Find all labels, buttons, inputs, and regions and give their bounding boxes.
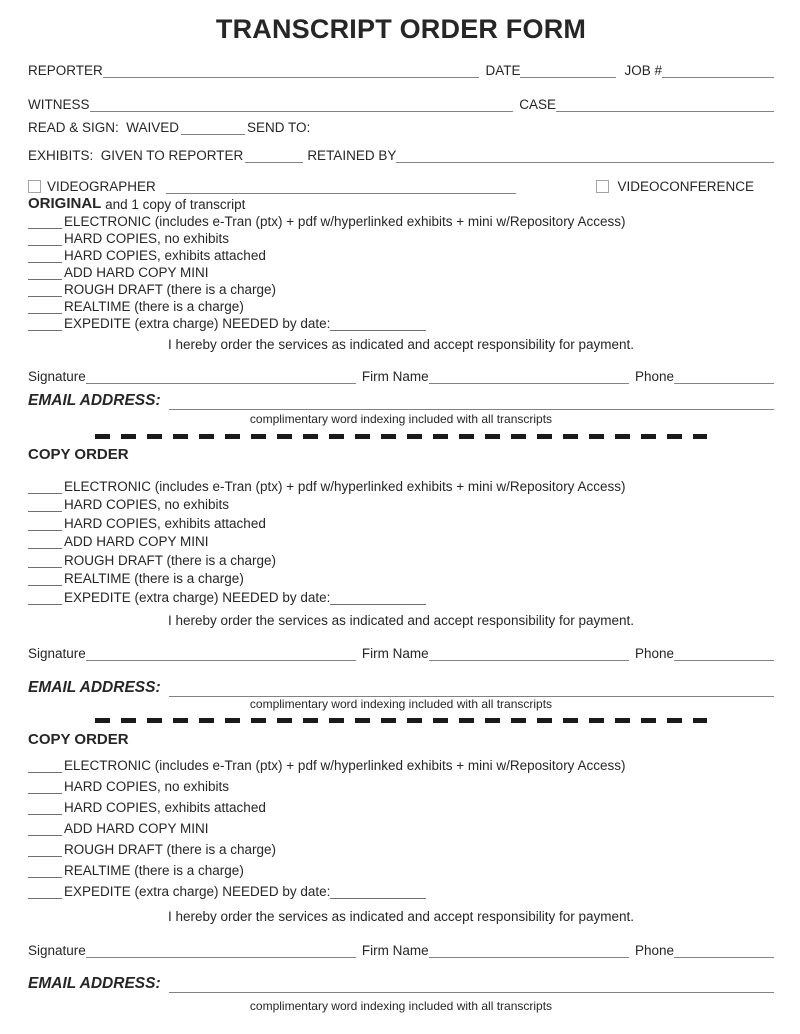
order-item-blank[interactable]	[28, 266, 62, 280]
order-item-label: EXPEDITE (extra charge) NEEDED by date:	[64, 883, 331, 899]
signature-row	[28, 941, 774, 958]
email-address-field[interactable]	[169, 682, 774, 697]
order-item-label: HARD COPIES, exhibits attached	[64, 799, 266, 815]
order-item-realtime	[28, 297, 774, 314]
videographer-checkbox[interactable]	[28, 180, 41, 193]
word-indexing-note: complimentary word indexing included with all transcripts	[249, 696, 553, 711]
case-field[interactable]	[556, 97, 774, 112]
order-item-label: HARD COPIES, no exhibits	[64, 231, 230, 246]
order-item-expedite	[28, 586, 774, 605]
email-address-field[interactable]	[169, 978, 774, 993]
witness-row	[28, 96, 774, 112]
videographer-label: VIDEOGRAPHER	[47, 179, 156, 194]
order-item-hard-copies-no-exhibits	[28, 229, 774, 246]
exhibits-row	[28, 147, 774, 163]
order-item-blank[interactable]	[28, 864, 62, 878]
email-row	[28, 678, 774, 697]
retained-by-label: RETAINED BY	[307, 148, 397, 163]
order-item-label: REALTIME (there is a charge)	[64, 299, 244, 314]
order-item-blank[interactable]	[28, 498, 62, 512]
firm-name-field[interactable]	[429, 369, 629, 384]
phone-field[interactable]	[674, 369, 774, 384]
date-field[interactable]	[520, 63, 616, 78]
order-item-label: ROUGH DRAFT (there is a charge)	[64, 282, 277, 297]
email-row	[28, 391, 774, 410]
job-number-label: JOB #	[624, 63, 662, 78]
retained-by-field[interactable]	[396, 148, 774, 163]
copy-order-section-2	[28, 731, 774, 1012]
dashed-divider	[95, 434, 707, 439]
order-item-label: ADD HARD COPY MINI	[64, 534, 209, 549]
order-item-blank[interactable]	[28, 759, 62, 773]
signature-label: Signature	[28, 369, 86, 384]
signature-row	[28, 644, 774, 661]
order-item-blank[interactable]	[28, 822, 62, 836]
order-item-label: ELECTRONIC (includes e-Tran (ptx) + pdf w/hyperlinked exhibits + mini w/Repository Access)	[64, 478, 626, 494]
section-heading-bold: COPY ORDER	[28, 446, 129, 463]
order-item-add-hard-copy-mini	[28, 815, 774, 836]
dashed-divider	[95, 718, 707, 723]
order-item-blank[interactable]	[28, 283, 62, 297]
reporter-field[interactable]	[103, 63, 480, 78]
witness-label: WITNESS	[28, 97, 90, 112]
section-heading-bold: COPY ORDER	[28, 730, 129, 748]
given-to-reporter-field[interactable]	[245, 148, 303, 163]
word-indexing-note: complimentary word indexing included with all transcripts	[249, 998, 553, 1013]
case-label: CASE	[519, 97, 556, 112]
order-item-blank[interactable]	[28, 554, 62, 568]
email-address-label: EMAIL ADDRESS:	[28, 678, 161, 696]
order-item-blank[interactable]	[28, 517, 62, 531]
order-item-label: EXPEDITE (extra charge) NEEDED by date:	[64, 589, 331, 605]
firm-name-field[interactable]	[429, 943, 629, 958]
email-row	[28, 974, 774, 993]
order-item-hard-copies-exhibits-attached	[28, 794, 774, 815]
expedite-date-field[interactable]	[330, 591, 426, 605]
order-item-expedite	[28, 314, 774, 331]
order-item-label: ELECTRONIC (includes e-Tran (ptx) + pdf w/hyperlinked exhibits + mini w/Repository Access)	[64, 214, 626, 229]
email-address-field[interactable]	[169, 395, 774, 410]
order-item-hard-copies-no-exhibits	[28, 494, 774, 513]
reporter-label: REPORTER	[28, 63, 103, 78]
order-item-blank[interactable]	[28, 572, 62, 586]
firm-name-field[interactable]	[429, 646, 629, 661]
signature-field[interactable]	[86, 369, 356, 384]
expedite-date-field[interactable]	[330, 317, 426, 331]
order-item-label: EXPEDITE (extra charge) NEEDED by date:	[64, 316, 331, 331]
section-heading	[28, 195, 774, 212]
page-title: TRANSCRIPT ORDER FORM	[215, 14, 587, 44]
signature-field[interactable]	[86, 943, 356, 958]
job-number-field[interactable]	[662, 63, 774, 78]
payment-affirmation: I hereby order the services as indicated and accept responsibility for payment.	[168, 908, 634, 924]
original-order-section	[28, 195, 774, 439]
order-item-add-hard-copy-mini	[28, 531, 774, 550]
order-item-electronic	[28, 752, 774, 773]
order-item-add-hard-copy-mini	[28, 263, 774, 280]
date-label: DATE	[485, 63, 521, 78]
word-indexing-note: complimentary word indexing included with all transcripts	[249, 412, 553, 426]
read-sign-row	[28, 119, 774, 135]
phone-label: Phone	[634, 942, 674, 958]
section-heading	[28, 446, 774, 463]
order-item-label: ELECTRONIC (includes e-Tran (ptx) + pdf w/hyperlinked exhibits + mini w/Repository Access)	[64, 757, 626, 773]
order-item-label: HARD COPIES, no exhibits	[64, 497, 230, 512]
order-item-label: ROUGH DRAFT (there is a charge)	[64, 841, 277, 857]
signature-field[interactable]	[86, 646, 356, 661]
order-item-expedite	[28, 878, 774, 899]
phone-label: Phone	[634, 645, 674, 661]
order-item-rough-draft	[28, 280, 774, 297]
order-item-label: ROUGH DRAFT (there is a charge)	[64, 552, 277, 568]
witness-field[interactable]	[90, 97, 514, 112]
order-item-hard-copies-exhibits-attached	[28, 512, 774, 531]
expedite-date-field[interactable]	[330, 885, 426, 899]
firm-name-label: Firm Name	[361, 369, 429, 384]
exhibits-label: EXHIBITS: GIVEN TO REPORTER	[28, 148, 244, 163]
signature-label: Signature	[28, 645, 86, 661]
order-item-electronic	[28, 212, 774, 229]
order-item-label: HARD COPIES, no exhibits	[64, 778, 230, 794]
firm-name-label: Firm Name	[361, 942, 429, 958]
order-item-blank[interactable]	[28, 215, 62, 229]
phone-field[interactable]	[674, 943, 774, 958]
order-item-label: ADD HARD COPY MINI	[64, 265, 209, 280]
order-item-blank[interactable]	[28, 885, 62, 899]
order-item-realtime	[28, 568, 774, 587]
order-item-label: REALTIME (there is a charge)	[64, 571, 244, 586]
videoconference-checkbox[interactable]	[596, 180, 609, 193]
order-item-blank[interactable]	[28, 480, 62, 494]
payment-affirmation: I hereby order the services as indicated and accept responsibility for payment.	[168, 337, 634, 352]
order-item-hard-copies-no-exhibits	[28, 773, 774, 794]
order-item-label: HARD COPIES, exhibits attached	[64, 515, 266, 531]
videographer-field[interactable]	[166, 179, 516, 194]
email-address-label: EMAIL ADDRESS:	[28, 392, 161, 409]
order-item-rough-draft	[28, 549, 774, 568]
section-heading-bold: ORIGINAL	[28, 195, 102, 212]
copy-order-section-1	[28, 446, 774, 723]
order-item-realtime	[28, 857, 774, 878]
email-address-label: EMAIL ADDRESS:	[28, 974, 161, 992]
phone-label: Phone	[634, 369, 674, 384]
payment-affirmation: I hereby order the services as indicated and accept responsibility for payment.	[168, 612, 634, 628]
section-heading	[28, 731, 774, 748]
order-item-blank[interactable]	[28, 843, 62, 857]
signature-row	[28, 367, 774, 384]
order-item-label: HARD COPIES, exhibits attached	[64, 248, 266, 263]
firm-name-label: Firm Name	[361, 645, 429, 661]
order-item-blank[interactable]	[28, 317, 62, 331]
section-heading-rest: and 1 copy of transcript	[101, 197, 246, 212]
order-item-blank[interactable]	[28, 249, 62, 263]
order-item-rough-draft	[28, 836, 774, 857]
waived-field[interactable]	[181, 120, 245, 135]
order-item-blank[interactable]	[28, 232, 62, 246]
order-item-hard-copies-exhibits-attached	[28, 246, 774, 263]
order-item-label: ADD HARD COPY MINI	[64, 820, 209, 836]
order-item-label: REALTIME (there is a charge)	[64, 862, 244, 878]
videographer-row	[28, 177, 774, 194]
order-item-blank[interactable]	[28, 780, 62, 794]
phone-field[interactable]	[674, 646, 774, 661]
order-item-blank[interactable]	[28, 535, 62, 549]
order-item-blank[interactable]	[28, 300, 62, 314]
order-item-blank[interactable]	[28, 591, 62, 605]
reporter-row	[28, 62, 774, 78]
read-sign-label: READ & SIGN: WAIVED	[28, 120, 180, 135]
videoconference-label: VIDEOCONFERENCE	[617, 179, 754, 194]
signature-label: Signature	[28, 942, 86, 958]
order-item-blank[interactable]	[28, 801, 62, 815]
order-item-electronic	[28, 475, 774, 494]
send-to-label: SEND TO:	[247, 120, 311, 135]
